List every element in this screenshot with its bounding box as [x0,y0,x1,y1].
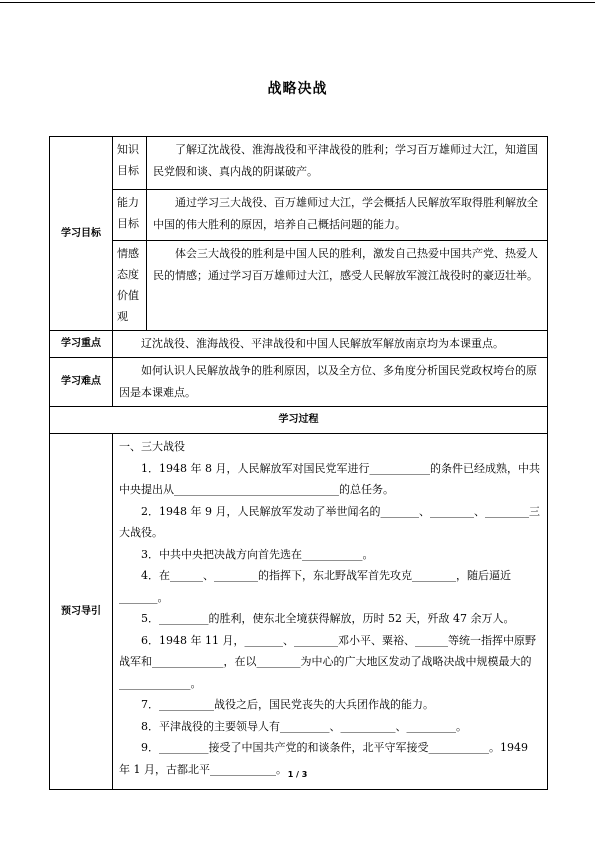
header-rule [0,2,595,3]
lesson-table [49,136,548,790]
difficulties-row [50,358,548,407]
objective-label: 知识目标 [113,137,147,190]
key-points-text: 辽沈战役、淮海战役、平津战役和中国人民解放军解放南京均为本课重点。 [113,331,548,358]
preview-item: 7．__________战役之后，国民党丧失的大兵团作战的能力。 [141,698,434,711]
difficulties-header: 学习难点 [50,358,113,407]
preview-item: 2．1948 年 9 月，人民解放军发动了举世闻名的_______、________、________三大战役。 [119,504,540,539]
page-number: 1 / 3 [287,770,308,779]
objective-label: 能力目标 [113,190,147,241]
difficulties-text: 如何认识人民解放战争的胜利原因，以及全方位、多角度分析国民党政权垮台的原因是本课难点。 [113,358,548,407]
preview-item: 6．1948 年 11 月，_______、________邓小平、粟裕、______等统一指挥中原野战军和_____________，在以________为中心的广大地区发动了战略决战中规模最大的_____________。 [119,633,536,690]
preview-item: 8．平津战役的主要领导人有_________、__________、_________。 [141,719,467,733]
objective-row-ability [50,190,548,241]
key-points-row [50,331,548,358]
objective-text: 了解辽沈战役、淮海战役和平津战役的胜利；学习百万雄师过大江，知道国民党假和谈、真内战的阴谋破产。 [147,137,548,190]
objective-text: 体会三大战役的胜利是中国人民的胜利，激发自己热爱中国共产党、热爱人民的情感；通过学习百万雄师过大江，感受人民解放军渡江战役时的豪迈壮举。 [147,241,548,331]
process-row [50,407,548,434]
preview-item: 3．中共中央把决战方向首先选在___________。 [141,547,374,561]
objectives-header: 学习目标 [50,137,113,331]
preview-row [50,434,548,790]
key-points-header: 学习重点 [50,331,113,358]
page-title: 战略决战 [267,81,328,97]
preview-item: 1．1948 年 8 月，人民解放军对国民党军进行___________的条件已经成熟，中共中央提出从______________________________的总任务。 [119,461,540,496]
preview-section-title: 一、三大战役 [119,440,185,453]
objective-label: 情感态度价值观 [113,241,147,331]
objective-row-knowledge [50,137,548,190]
preview-item: 9．_________接受了中国共产党的和谈条件，北平守军接受___________。1949 年 1 月，古都北平____________。 [119,741,528,776]
objective-row-emotion [50,241,548,331]
preview-content [113,434,548,790]
objective-text: 通过学习三大战役、百万雄师过大江，学会概括人民解放军取得胜利解放全中国的伟大胜利的原因，培养自己概括问题的能力。 [147,190,548,241]
preview-item: 4．在______、________的指挥下，东北野战军首先攻克________，随后逼近_______。 [119,569,511,604]
preview-item: 5．_________的胜利，使东北全境获得解放，历时 52 天，歼敌 47 余万人。 [141,612,515,625]
process-header: 学习过程 [50,407,548,434]
preview-header: 预习导引 [50,434,113,790]
